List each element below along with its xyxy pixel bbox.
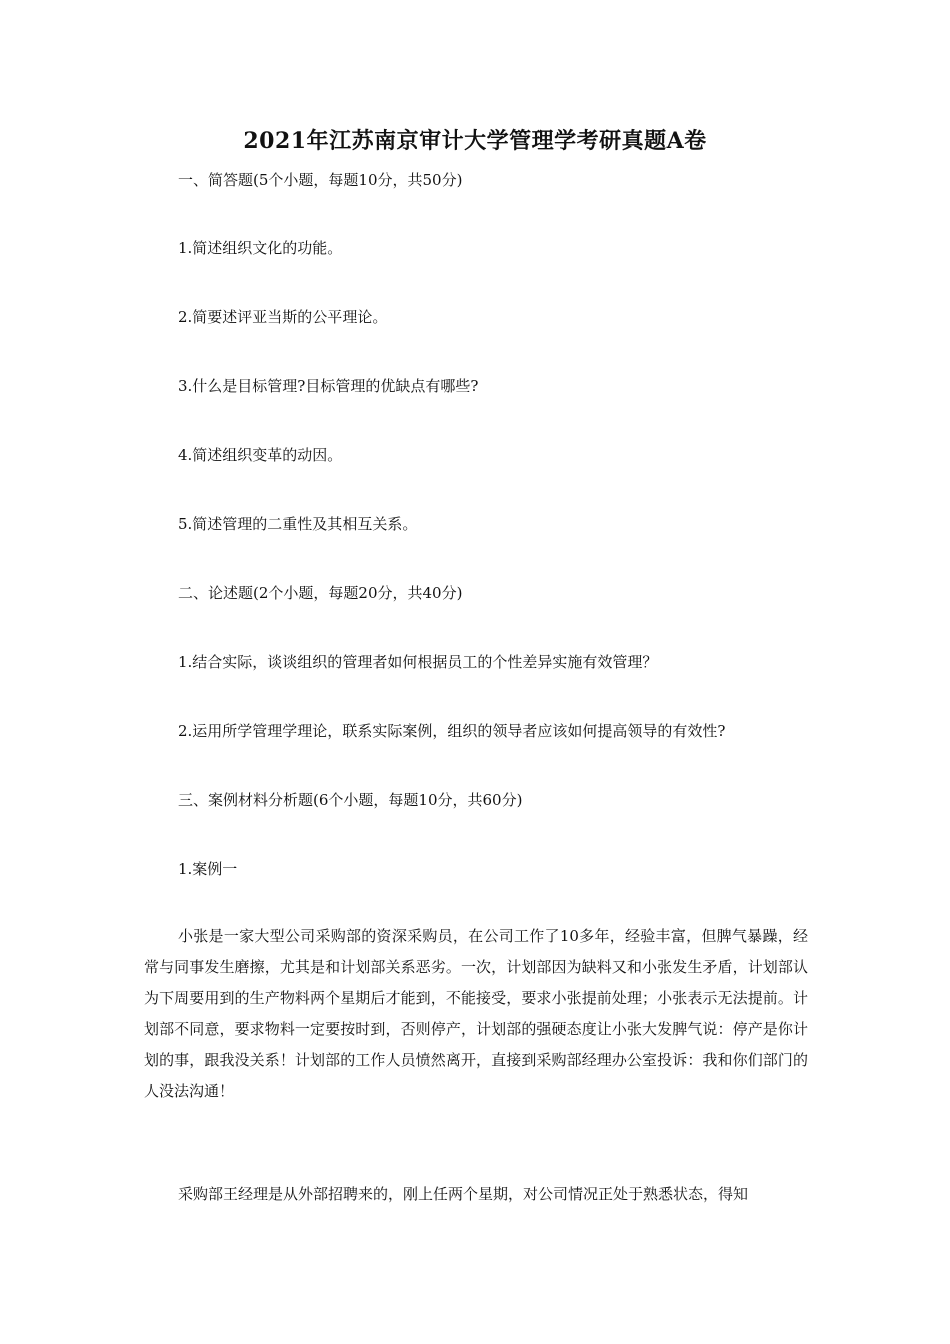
section-1-heading: 一、简答题(5个小题，每题10分，共50分) <box>178 171 463 189</box>
case-label: 1.案例一 <box>178 860 238 878</box>
section-2-question-1: 1.结合实际，谈谈组织的管理者如何根据员工的个性差异实施有效管理？ <box>178 653 658 671</box>
case-paragraph-2: 采购部王经理是从外部招聘来的，刚上任两个星期，对公司情况正处于熟悉状态，得知 <box>178 1185 749 1203</box>
case-paragraph-1: 小张是一家大型公司采购部的资深采购员，在公司工作了10多年，经验丰富，但脾气暴躁，经常与同事发生磨擦，尤其是和计划部关系恶劣。一次，计划部因为缺料又和小张发生矛盾，计划部认为下周要用到的生产物料两个星期后才能到，不能接受，要求小张提前处理；小张表示无法提前。计划部不同意，要求物料一定要按时到，否则停产，计划部的强硬态度让小张大发脾气说：停产是你计划的事，跟我没关系！计划部的工作人员愤然离开，直接到采购部经理办公室投诉：我和你们部门的人没法沟通！ <box>144 927 808 1100</box>
section-1-question-3: 3.什么是目标管理?目标管理的优缺点有哪些? <box>178 377 479 395</box>
section-1-question-1: 1.简述组织文化的功能。 <box>178 239 343 257</box>
section-3-heading: 三、案例材料分析题(6个小题，每题10分，共60分) <box>178 791 523 809</box>
section-2-question-2: 2.运用所学管理学理论，联系实际案例，组织的领导者应该如何提高领导的有效性? <box>178 722 726 740</box>
section-2-heading: 二、论述题(2个小题，每题20分，共40分) <box>178 584 463 602</box>
section-1-question-4: 4.简述组织变革的动因。 <box>178 446 343 464</box>
section-1-question-5: 5.简述管理的二重性及其相互关系。 <box>178 515 418 533</box>
section-1-question-2: 2.简要述评亚当斯的公平理论。 <box>178 308 388 326</box>
document-title: 2021年江苏南京审计大学管理学考研真题A卷 <box>243 128 707 154</box>
